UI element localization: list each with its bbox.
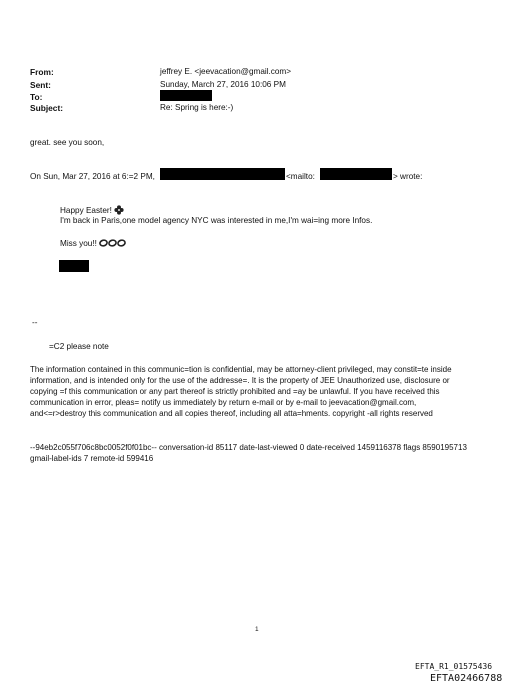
bates-id-secondary: EFTA02466788 (430, 673, 503, 684)
quote-header-prefix: On Sun, Mar 27, 2016 at 6:=2 PM, (30, 172, 155, 181)
quoted-line-1: I'm back in Paris,one model agency NYC was interested in me,I'm wai=ing more Infos. (60, 216, 373, 225)
reply-text: great. see you soon, (30, 138, 105, 147)
quote-header-mailto: <mailto: (286, 172, 315, 181)
quoted-greeting: Happy Easter! (60, 206, 112, 216)
redaction-sender-name (160, 168, 285, 180)
sent-value: Sunday, March 27, 2016 10:06 PM (160, 80, 286, 89)
quoted-miss-line (60, 239, 127, 249)
separator-dashes: -- (32, 318, 38, 327)
redaction-to (160, 90, 212, 101)
sent-label: Sent: (30, 80, 51, 90)
from-label: From: (30, 67, 54, 77)
bates-id-primary: EFTA_R1_01575436 (415, 662, 493, 671)
subject-label: Subject: (30, 103, 64, 113)
kiss-emoji-icon (99, 239, 127, 249)
quote-header-suffix: > wrote: (393, 172, 423, 181)
subject-value: Re: Spring is here:-) (160, 103, 234, 112)
quoted-miss: Miss you!! (60, 239, 97, 249)
from-value: jeffrey E. <jeevacation@gmail.com> (160, 67, 292, 76)
redaction-sender-email (320, 168, 392, 180)
page-number: 1 (255, 626, 259, 633)
metadata-paragraph: --94eb2c055f706c8bc0052f0f01bc-- conversation-id 85117 date-last-viewed 0 date-received 1459116378 flags 8590195713 gmail-label-ids 7 remote-id 599416 (30, 443, 467, 463)
redaction-signature (59, 260, 89, 272)
disclaimer-paragraph: The information contained in this communic=tion is confidential, may be attorney-client privileged, may constit=te inside information, and is intended only for the use of the addresse=. It is the property of JEE Unauthorized use, disclosure or copying =f this communication or any part thereof is strictly prohibited and =ay be unlawful. If you have received this communication in error, pleas= notify us immediately by return e-mail or by e-mail to jeevacation@gmail.com, and<=r>destroy this communication and all copies thereof, including all atta=hments. copyright -all rights reserved (30, 365, 452, 418)
to-label: To: (30, 92, 43, 102)
note-text: =C2 please note (49, 342, 109, 351)
